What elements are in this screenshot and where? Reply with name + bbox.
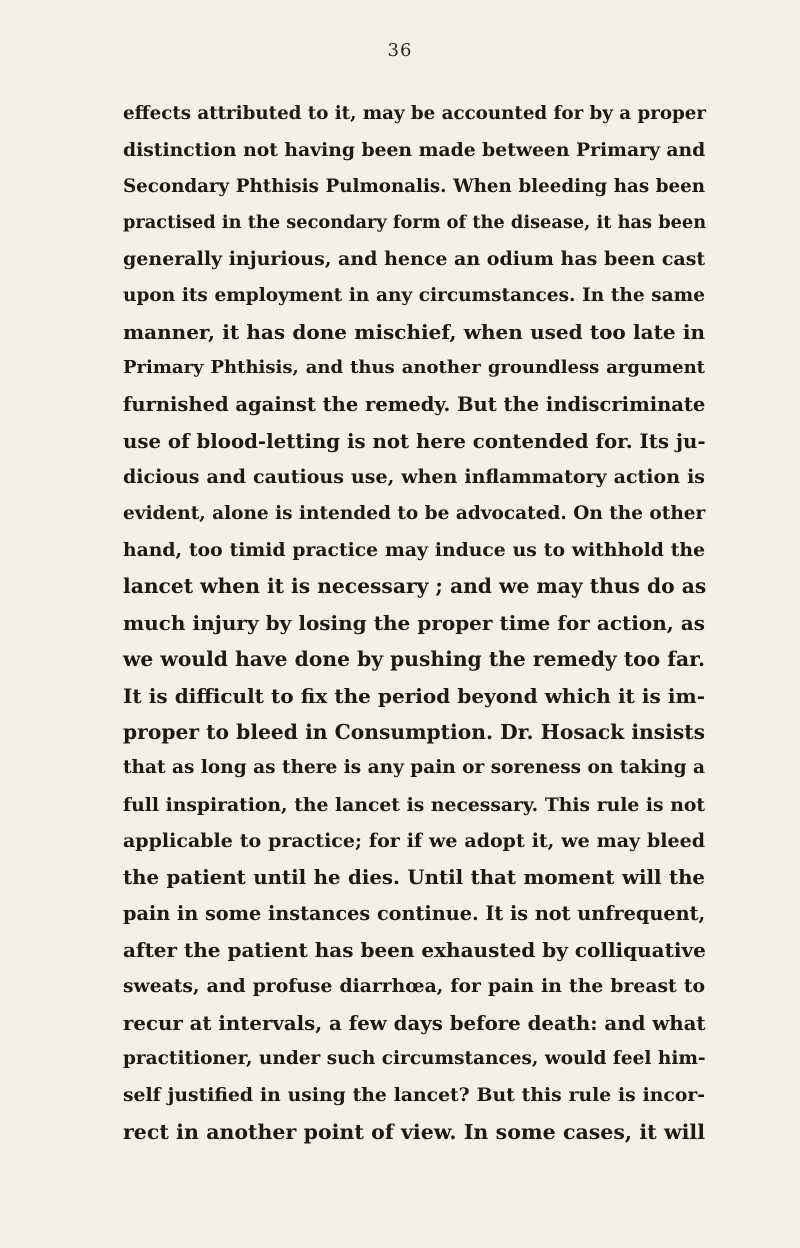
text-line: practised in the secondary form of the disease, it has been xyxy=(123,212,707,234)
text-line: Secondary Phthisis Pulmonalis. When bleeding has been xyxy=(123,175,705,197)
text-line: we would have done by pushing the remedy too far. xyxy=(123,647,705,672)
text-line: much injury by losing the proper time for action, as xyxy=(123,610,705,635)
text-line: upon its employment in any circumstances. In the same xyxy=(123,284,705,306)
text-line: distinction not having been made between Primary and xyxy=(123,139,706,162)
text-line: effects attributed to it, may be accounted for by a proper xyxy=(123,103,706,124)
text-line: Primary Phthisis, and thus another groundless argument xyxy=(123,357,705,379)
body-text xyxy=(123,96,705,1150)
text-line: lancet when it is necessary ; and we may thus do as xyxy=(123,574,707,599)
text-line: manner, it has done mischief, when used too late in xyxy=(123,320,705,345)
text-line: practitioner, under such circumstances, would feel him- xyxy=(123,1047,706,1069)
text-line: self justified in using the lancet? But this rule is incor- xyxy=(123,1084,705,1107)
text-line: furnished against the remedy. But the indiscriminate xyxy=(123,392,706,416)
text-line: full inspiration, the lancet is necessary. This rule is not xyxy=(123,793,705,816)
text-line: rect in another point of view. In some cases, it will xyxy=(123,1119,705,1144)
text-line: after the patient has been exhausted by colliquative xyxy=(123,937,706,962)
text-line: proper to bleed in Consumption. Dr. Hosack insists xyxy=(123,719,705,744)
text-line: recur at intervals, a few days before death: and what xyxy=(123,1010,706,1035)
page-number: 36 xyxy=(387,40,413,61)
text-line: that as long as there is any pain or soreness on taking a xyxy=(123,757,705,779)
text-line: the patient until he dies. Until that moment will the xyxy=(123,865,705,890)
text-line: generally injurious, and hence an odium has been cast xyxy=(123,248,706,271)
text-line: applicable to practice; for if we adopt it, we may bleed xyxy=(123,829,705,852)
text-line: It is difficult to fix the period beyond which it is im- xyxy=(123,683,705,708)
text-line: evident, alone is intended to be advocated. On the other xyxy=(123,502,706,524)
text-line: pain in some instances continue. It is not unfrequent, xyxy=(123,901,706,925)
text-line: use of blood-letting is not here contended for. Its ju- xyxy=(123,429,706,454)
text-line: hand, too timid practice may induce us to withhold the xyxy=(123,539,705,562)
text-line: dicious and cautious use, when inflammatory action is xyxy=(123,466,705,489)
text-line: sweats, and profuse diarrhœa, for pain in the breast to xyxy=(123,975,705,998)
